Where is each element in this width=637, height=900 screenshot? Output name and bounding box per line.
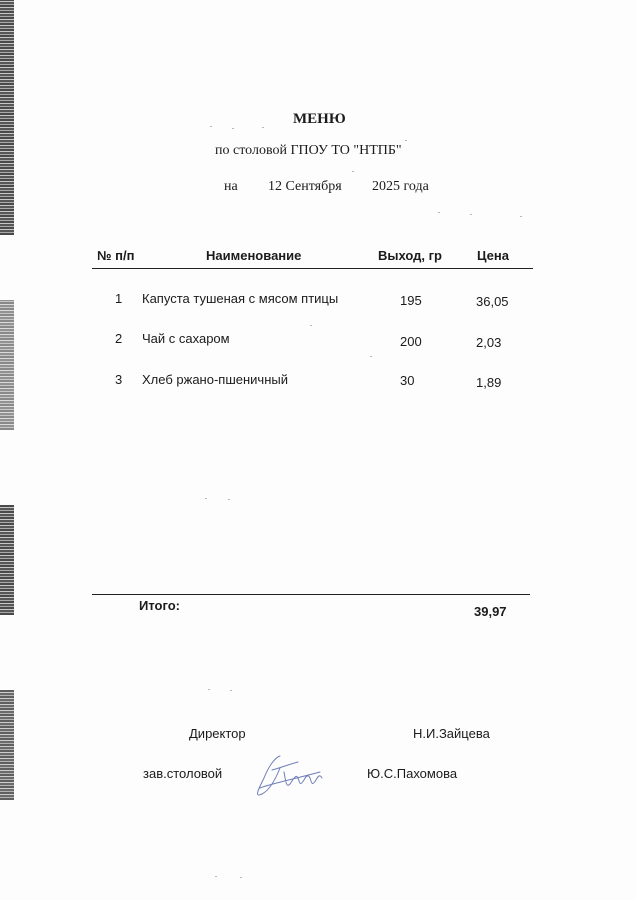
scan-artifact [0,690,14,800]
canteen-manager-name: Ю.С.Пахомова [367,766,458,781]
column-header-price: Цена [477,248,509,263]
row-price: 2,03 [476,335,502,350]
row-number: 2 [115,331,123,346]
table-total-divider [92,594,530,595]
canteen-manager-title: зав.столовой [143,766,223,781]
date-prefix: на [224,179,238,194]
row-number: 1 [115,291,123,306]
row-number: 3 [115,372,123,387]
total-label: Итого: [139,598,180,613]
document-title: МЕНЮ [293,111,346,127]
director-title: Директор [189,726,246,741]
row-output: 195 [400,293,422,308]
row-item-name: Хлеб ржано-пшеничный [142,372,288,387]
scan-artifact [0,0,14,235]
row-output: 30 [400,373,415,388]
menu-year: 2025 года [372,179,429,194]
row-item-name: Капуста тушеная с мясом птицы [142,291,339,306]
scan-artifact [0,505,14,615]
director-name: Н.И.Зайцева [413,726,490,741]
total-value: 39,97 [474,604,507,619]
row-output: 200 [400,334,422,349]
column-header-output: Выход, гр [378,248,442,263]
handwritten-signature [250,748,330,804]
row-price: 1,89 [476,375,502,390]
scan-artifact [0,300,14,430]
column-header-number: № п/п [97,248,135,263]
column-header-name: Наименование [206,248,302,263]
row-price: 36,05 [476,294,509,309]
table-header-divider [92,268,533,269]
document-subtitle: по столовой ГПОУ ТО "НТПБ" [215,143,402,158]
menu-date: 12 Сентября [268,179,342,194]
row-item-name: Чай с сахаром [142,331,230,346]
